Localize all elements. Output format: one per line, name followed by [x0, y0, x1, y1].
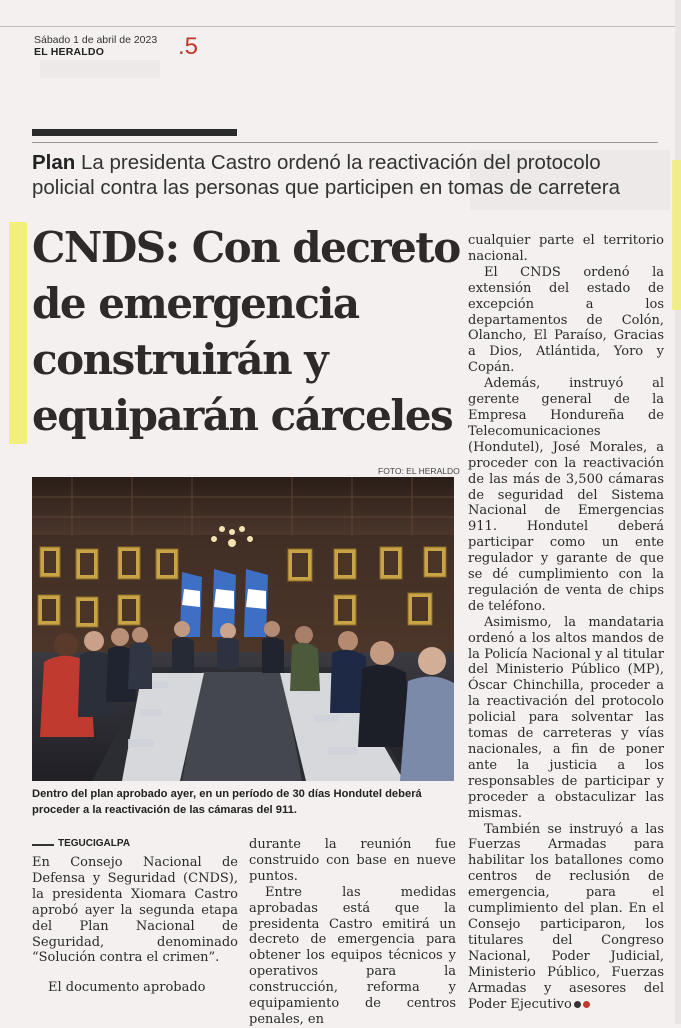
article-column-2	[249, 837, 456, 1028]
kicker-text: La presidenta Castro ordenó la reactivación del protocolo policial contra las personas que participen en tomas de carretera	[32, 151, 620, 199]
paragraph: El CNDS ordenó la extensión del estado de excepción a los departamentos de Colón, Olancho, El Paraíso, Gracias a Dios, Atlántida, Yoro y Copán.	[468, 264, 664, 376]
paragraph: En Consejo Nacional de Defensa y Seguridad (CNDS), la presidenta Xiomara Castro aprobó ayer la segunda etapa del Plan Nacional de Seguridad, denominado “Solución contra el crimen”.	[32, 855, 238, 966]
meeting-photo	[32, 477, 454, 781]
end-mark-icon	[583, 1001, 590, 1008]
paragraph: Entre las medidas aprobadas está que la presidenta Castro emitirá un decreto de emergencia para obtener los equipos técnicos y operativos para la construcción, reforma y equipamiento de centros penales, en	[249, 884, 456, 1027]
highlighter-mark	[9, 222, 27, 444]
paragraph-text: También se instruyó a las Fuerzas Armadas para habilitar los batallones como centros de reclusión de emergencia, para el cumplimiento del plan. En el Consejo participaron, los titulares del Congreso Nacional, Poder Judicial, Ministerio Público, Fuerzas Armadas y asesores del Poder Ejecutivo	[468, 821, 664, 1012]
issue-date: Sábado 1 de abril de 2023	[34, 34, 158, 46]
paragraph: Asimismo, la mandataria ordenó a los altos mandos de la Policía Nacional y al titular del Ministerio Público (MP), Óscar Chinchilla, proceder a la reactivación del protocolo policial para solventar las tomas de carreteras y vías nacionales, a fin de poner ante la justicia a los responsables de participar y proceder a obstaculizar las mismas.	[468, 614, 664, 821]
paragraph: El documento aprobado	[48, 980, 206, 996]
article-column-1	[32, 855, 238, 996]
section-bar	[32, 129, 237, 136]
dateline-rule	[32, 844, 54, 846]
page-number: .5	[178, 33, 199, 60]
header-rule	[0, 26, 681, 27]
highlighter-mark-right	[672, 160, 681, 310]
paragraph: Además, instruyó al gerente general de la Empresa Hondureña de Telecomunicaciones (Hondutel), José Morales, a proceder con la reactivación de las más de 3,500 cámaras de seguridad del Sistema Nacional de Emergencias 911. Hondutel deberá participar como un ente regulador y garante de que se dé cumplimiento con la regulación de venta de chips de teléfono.	[468, 376, 664, 614]
photo-caption: Dentro del plan aprobado ayer, en un período de 30 días Hondutel deberá proceder a la reactivación de las cámaras del 911.	[32, 788, 422, 816]
newspaper-name: EL HERALDO	[34, 46, 105, 58]
article-column-3	[468, 233, 664, 1012]
paragraph: durante la reunión fue construido con base en nueve puntos.	[249, 837, 456, 884]
section-rule	[32, 142, 658, 143]
paragraph: cualquier parte el territorio nacional.	[468, 233, 664, 264]
meeting-photo-illustration	[32, 477, 454, 781]
page-edge	[675, 0, 681, 1024]
headline: CNDS: Con decreto de emergencia construirán y equiparán cárceles	[32, 223, 460, 440]
end-mark-icon	[574, 1001, 581, 1008]
photo-credit: FOTO: EL HERALDO	[378, 466, 460, 476]
paragraph-last	[468, 822, 664, 1013]
kicker-label: Plan	[32, 151, 76, 174]
kicker	[32, 150, 662, 200]
dateline: TEGUCIGALPA	[58, 838, 131, 849]
show-through	[40, 60, 160, 78]
